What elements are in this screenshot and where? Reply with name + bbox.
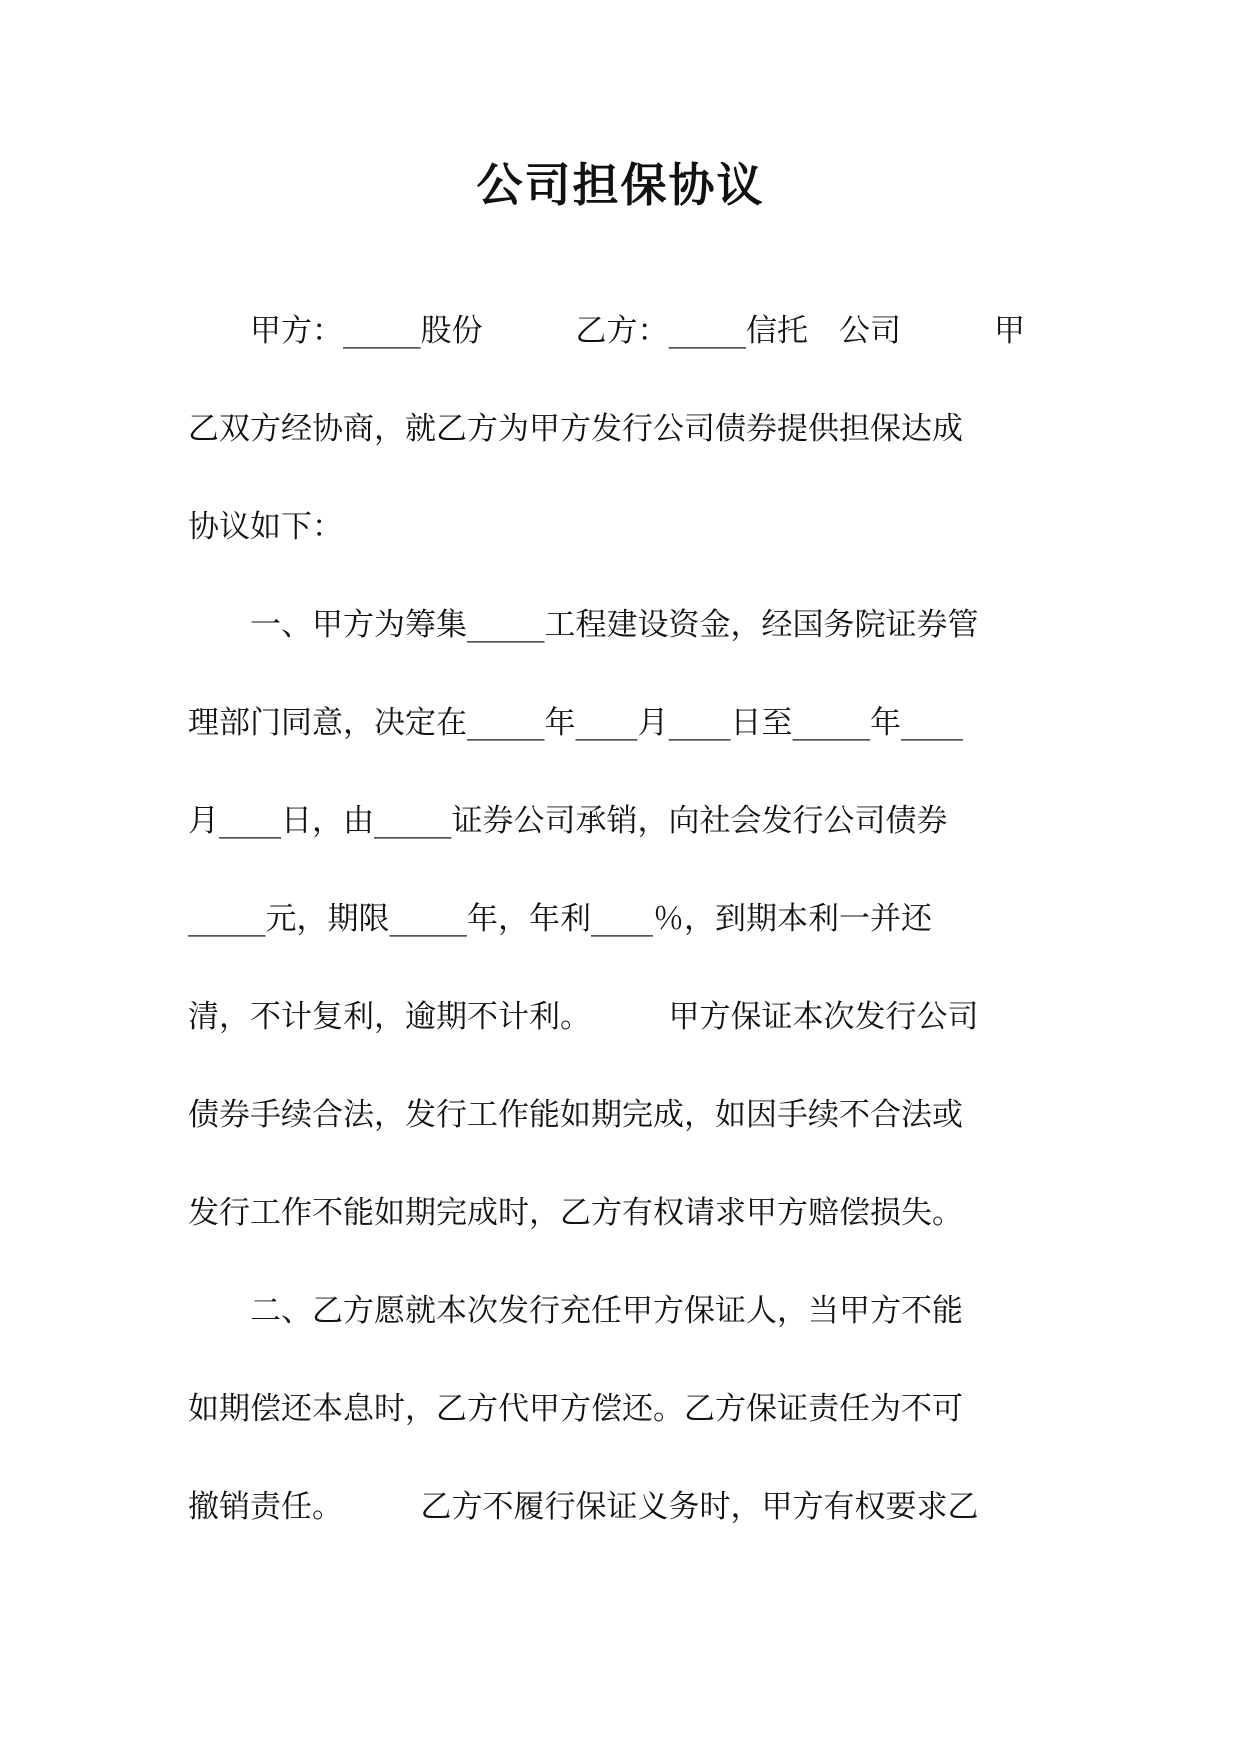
text-line-6: 月____日，由_____证券公司承销，向社会发行公司债券	[188, 803, 948, 839]
text-line-5: 理部门同意，决定在_____年____月____日至_____年____	[188, 705, 963, 741]
document-title: 公司担保协议	[476, 158, 765, 212]
text-line-4: 一、甲方为筹集_____工程建设资金，经国务院证券管	[188, 607, 979, 643]
text-line-13: 撤销责任。 乙方不履行保证义务时，甲方有权要求乙	[188, 1489, 979, 1525]
text-line-9: 债券手续合法，发行工作能如期完成，如因手续不合法或	[188, 1097, 963, 1133]
text-line-10: 发行工作不能如期完成时，乙方有权请求甲方赔偿损失。	[188, 1195, 963, 1231]
text-line-1: 甲方：_____股份 乙方：_____信托 公司 甲	[188, 313, 1025, 349]
text-line-8: 清，不计复利，逾期不计利。 甲方保证本次发行公司	[188, 999, 979, 1035]
text-line-2: 乙双方经协商，就乙方为甲方发行公司债券提供担保达成	[188, 411, 963, 447]
text-line-7: _____元，期限_____年，年利____％，到期本利一并还	[188, 901, 932, 937]
text-line-12: 如期偿还本息时，乙方代甲方偿还。乙方保证责任为不可	[188, 1391, 963, 1427]
text-line-11: 二、乙方愿就本次发行充任甲方保证人，当甲方不能	[188, 1293, 963, 1329]
text-line-3: 协议如下：	[188, 509, 343, 545]
